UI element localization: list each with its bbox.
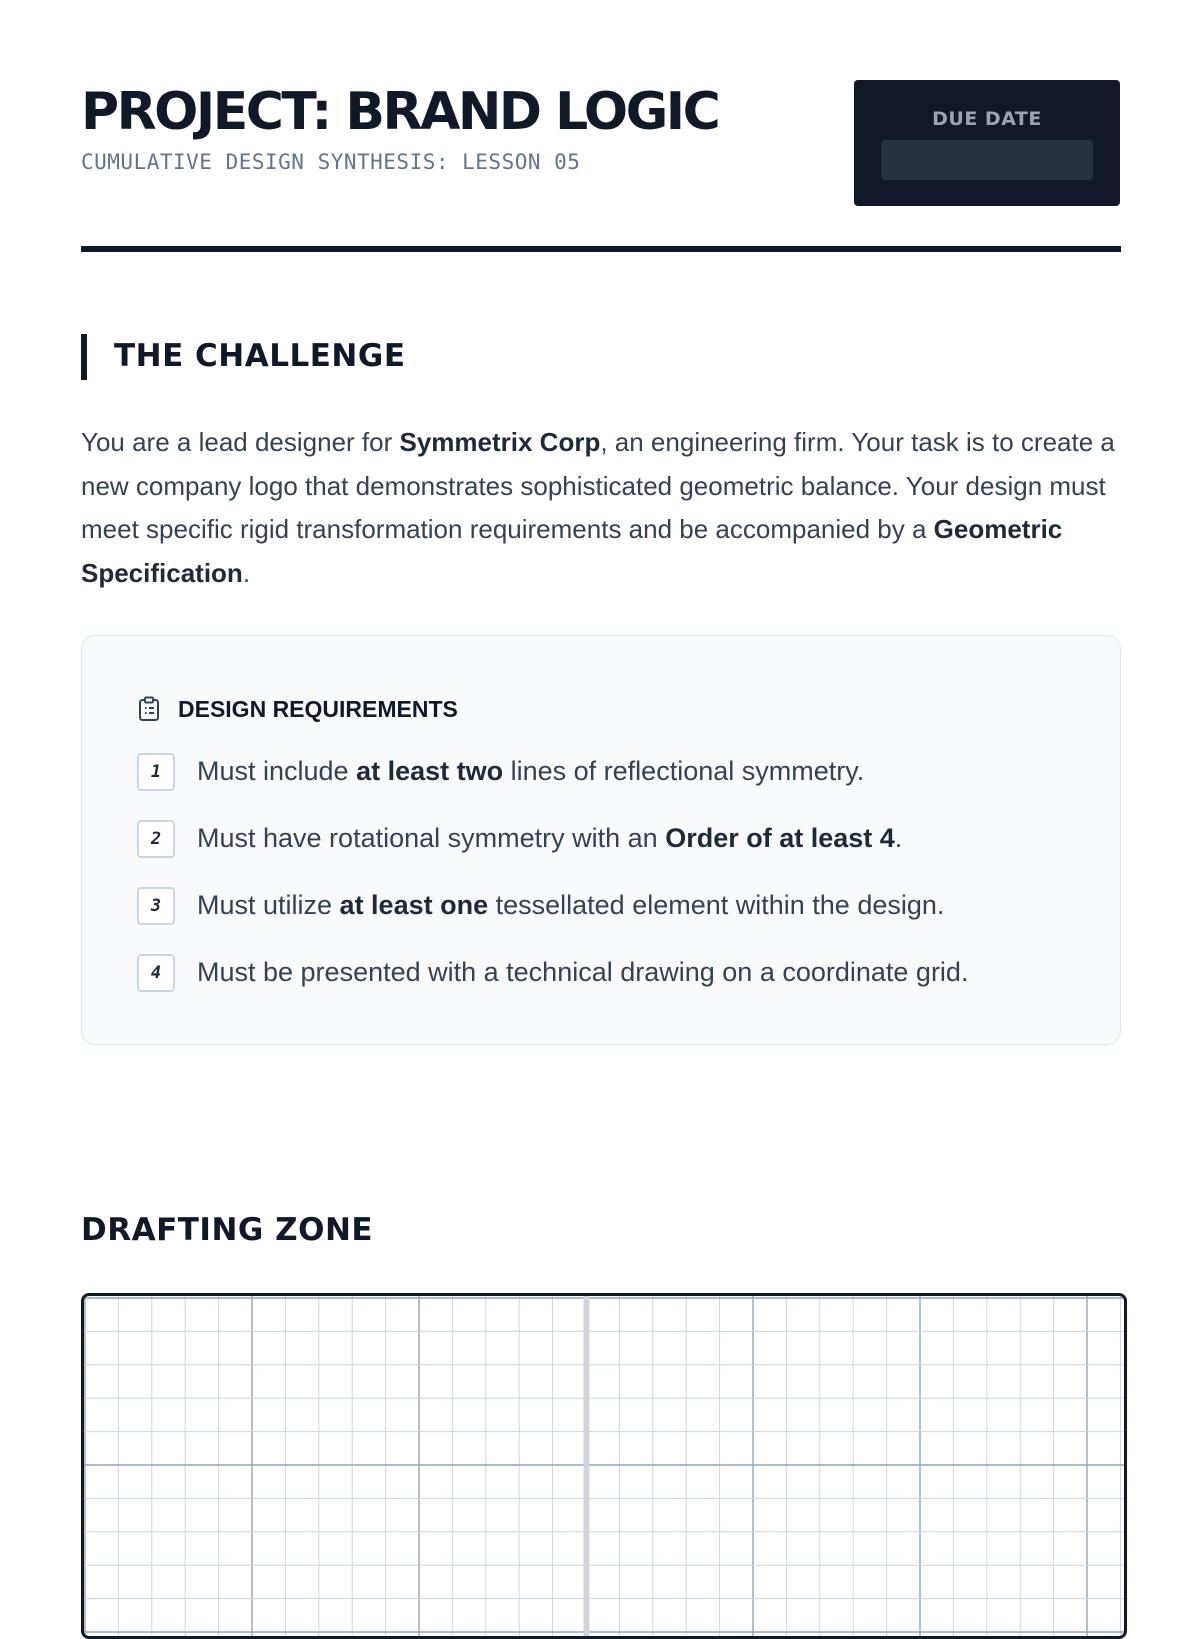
req-post: . — [894, 823, 903, 853]
req-pre: Must be presented with a technical drawing on a coordinate grid. — [197, 957, 969, 987]
req-pre: Must utilize — [197, 890, 340, 920]
clipboard-icon — [138, 696, 160, 722]
requirement-number: 4 — [137, 954, 175, 992]
requirement-number: 1 — [137, 753, 175, 791]
requirement-number: 2 — [137, 820, 175, 858]
intro-text-3: . — [242, 557, 251, 588]
due-date-label: DUE DATE — [932, 108, 1042, 130]
req-bold: at least one — [339, 890, 489, 920]
requirement-item — [137, 887, 1097, 925]
requirements-card — [81, 635, 1121, 1045]
header-divider — [81, 246, 1121, 252]
due-date-box — [854, 80, 1120, 206]
heading-accent-bar — [81, 334, 87, 380]
requirement-text — [197, 823, 902, 854]
requirement-text — [197, 890, 944, 921]
requirement-item — [137, 753, 1097, 791]
requirement-item — [137, 820, 1097, 858]
drafting-zone-title: DRAFTING ZONE — [81, 1212, 374, 1248]
intro-text-1: You are a lead designer for — [81, 427, 400, 457]
requirement-number: 3 — [137, 887, 175, 925]
requirement-text — [197, 957, 968, 988]
req-pre: Must include — [197, 756, 357, 786]
challenge-paragraph — [81, 421, 1121, 595]
req-post: lines of reflectional symmetry. — [503, 756, 865, 786]
req-post: tessellated element within the design. — [488, 890, 945, 920]
req-bold: Order of at least 4 — [665, 823, 895, 853]
page-subtitle: CUMULATIVE DESIGN SYNTHESIS: LESSON 05 — [81, 150, 581, 174]
req-pre: Must have rotational symmetry with an — [197, 823, 666, 853]
requirements-title: DESIGN REQUIREMENTS — [178, 696, 458, 722]
due-date-field[interactable] — [881, 140, 1093, 180]
requirement-item — [137, 954, 1097, 992]
req-bold: at least two — [356, 756, 504, 786]
coordinate-grid — [84, 1296, 1124, 1636]
requirement-text — [197, 756, 864, 787]
challenge-title: THE CHALLENGE — [114, 338, 406, 374]
page-header — [81, 80, 1121, 210]
drafting-grid[interactable] — [81, 1293, 1127, 1639]
spec-name: Geometric Specification — [81, 514, 1063, 588]
page-title: PROJECT: BRAND LOGIC — [81, 82, 719, 142]
company-name: Symmetrix Corp — [399, 427, 601, 457]
intro-text-2: , an engineering firm. Your task is to create a new company logo that demonstrates sophisticated geometric balance. Your design must meet specific rigid transformation requirements and be accompanied by a — [81, 427, 1115, 544]
